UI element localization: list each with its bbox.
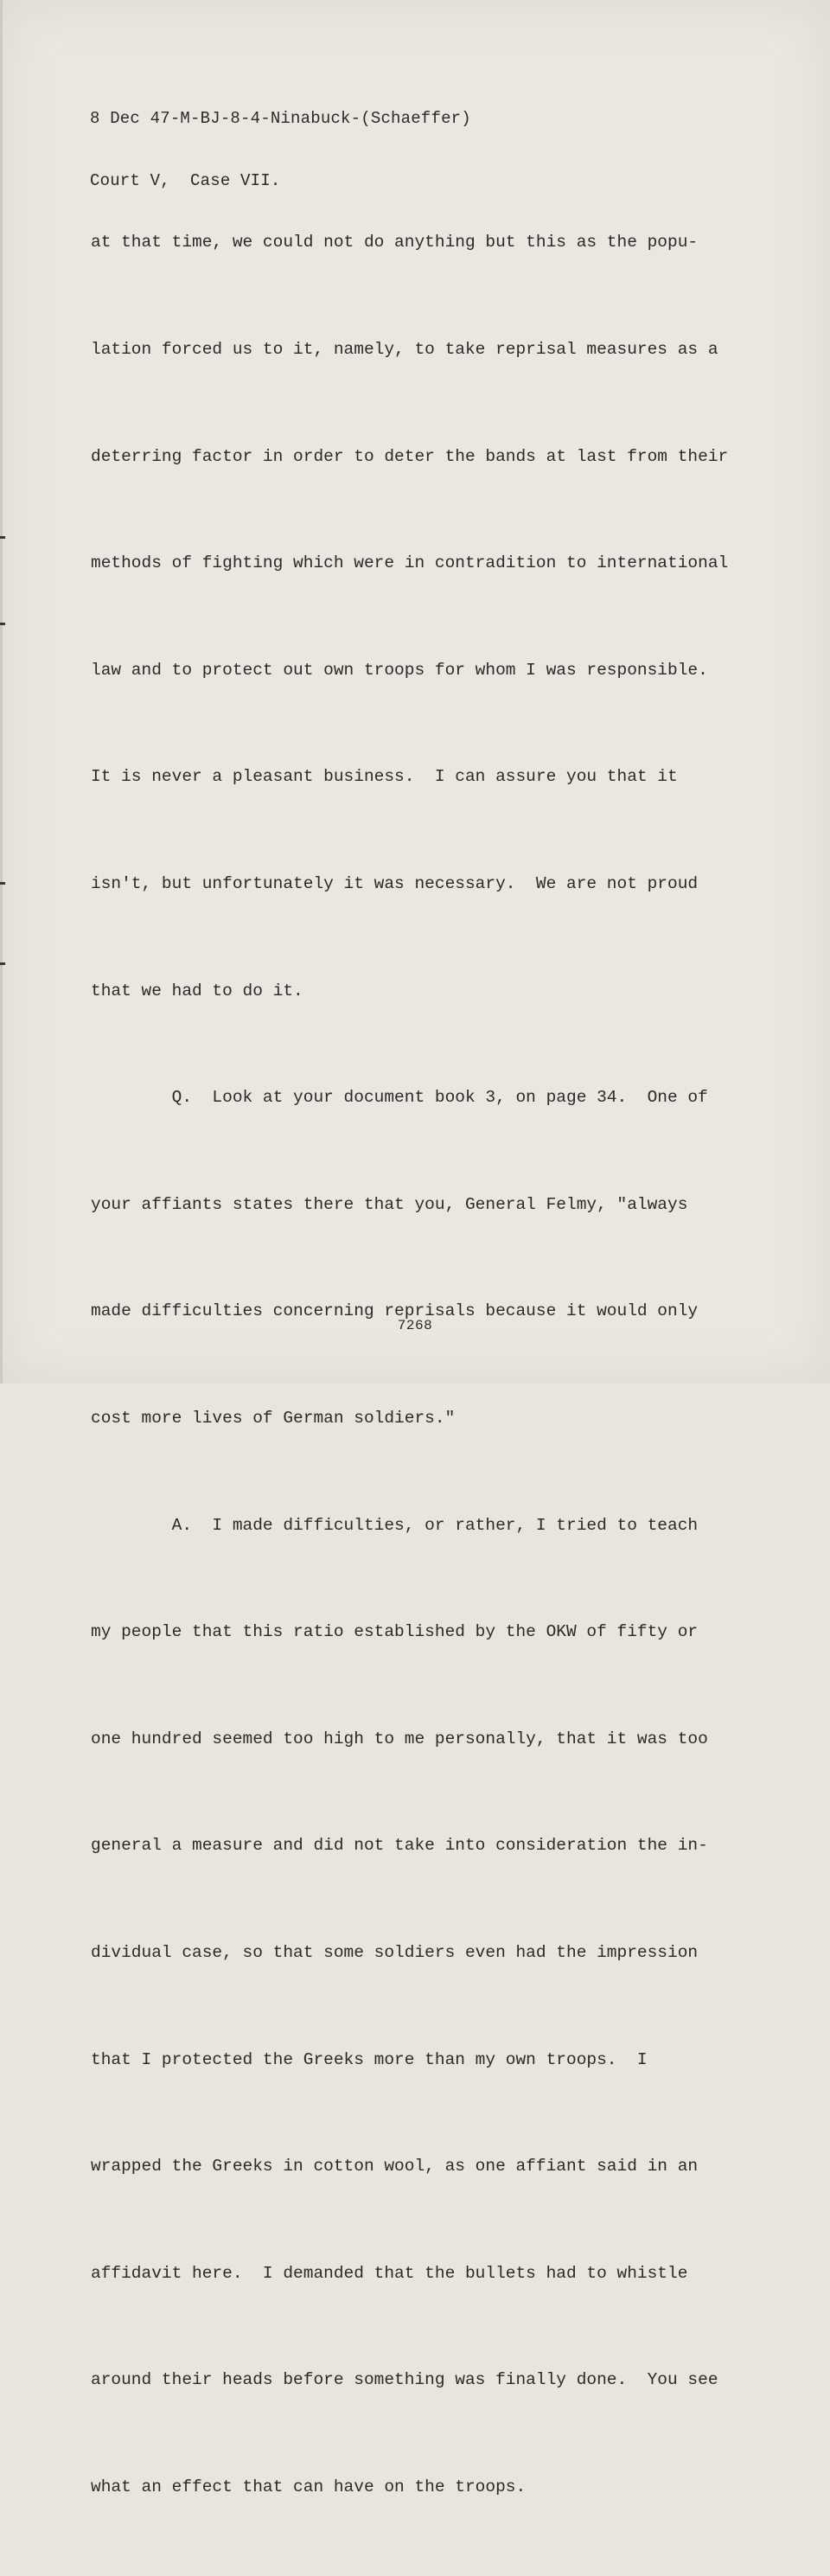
- text-line: one hundred seemed too high to me personally, that it was too: [91, 1729, 708, 1748]
- header-line-1: 8 Dec 47-M-BJ-8-4-Ninabuck-(Schaeffer): [90, 109, 471, 128]
- text-line: lation forced us to it, namely, to take reprisal measures as a: [91, 340, 718, 359]
- text-line: methods of fighting which were in contradition to international: [91, 553, 729, 573]
- text-line: A. I made difficulties, or rather, I tried to teach: [91, 1515, 699, 1535]
- text-line: isn't, but unfortunately it was necessary. We are not proud: [91, 873, 699, 893]
- text-line: cost more lives of German soldiers.": [91, 1408, 456, 1428]
- text-line: what an effect that can have on the troops.: [91, 2477, 527, 2496]
- margin-mark: [0, 962, 5, 965]
- text-line: your affiants states there that you, General Felmy, "always: [91, 1194, 688, 1214]
- text-line: It is never a pleasant business. I can assure you that it: [91, 767, 678, 787]
- header-line-2: Court V, Case VII.: [90, 171, 281, 190]
- text-line: affidavit here. I demanded that the bullets had to whistle: [91, 2263, 688, 2283]
- text-line: wrapped the Greeks in cotton wool, as one affiant said in an: [91, 2157, 699, 2176]
- page-number: 7268: [397, 1318, 433, 1333]
- text-line: Q. Look at your document book 3, on page 34. One of: [91, 1088, 708, 1108]
- margin-mark: [0, 623, 5, 625]
- text-line: dividual case, so that some soldiers even had the impression: [91, 1942, 699, 1962]
- text-line: at that time, we could not do anything but this as the popu-: [91, 233, 699, 252]
- margin-mark: [0, 882, 5, 885]
- text-line: that I protected the Greeks more than my own troops. I: [91, 2049, 648, 2069]
- text-line: deterring factor in order to deter the bands at last from their: [91, 446, 729, 466]
- margin-mark: [0, 536, 5, 539]
- text-line: my people that this ratio established by the OKW of fifty or: [91, 1622, 699, 1642]
- document-body: [91, 154, 782, 2576]
- text-line: law and to protect out own troops for whom I was responsible.: [91, 660, 708, 680]
- text-line: that we had to do it.: [91, 981, 303, 1000]
- text-line: made difficulties concerning reprisals because it would only: [91, 1301, 699, 1321]
- text-line: general a measure and did not take into consideration the in-: [91, 1836, 708, 1856]
- text-line: around their heads before something was finally done. You see: [91, 2370, 718, 2390]
- page-left-edge: [0, 0, 3, 1384]
